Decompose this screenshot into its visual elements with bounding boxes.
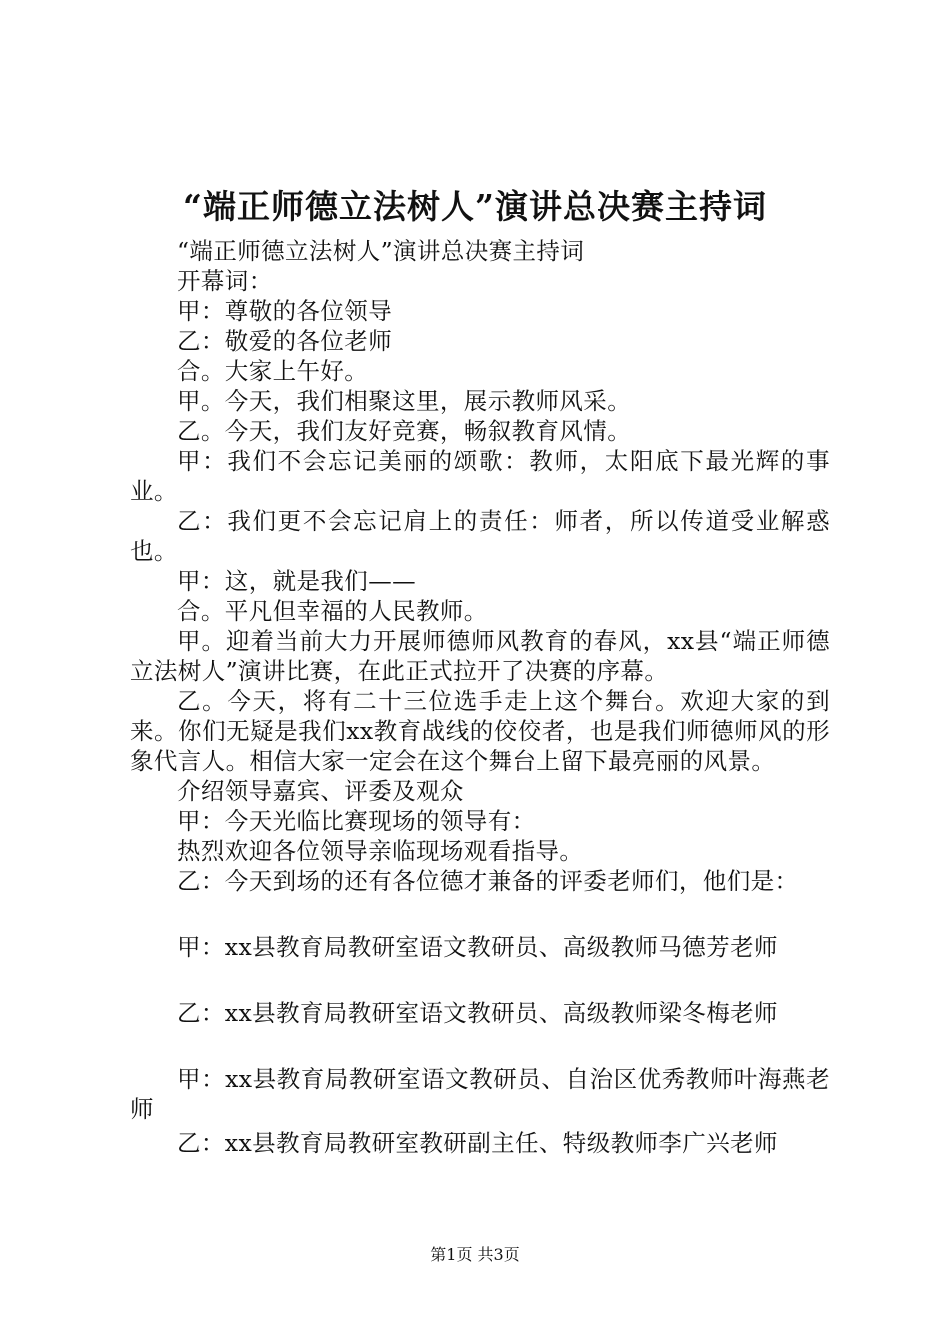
page-indicator: 第1页 共3页 [430,1245,520,1264]
paragraph: 甲：这，就是我们—— [177,567,416,595]
paragraph: 乙：敬爱的各位老师 [177,327,393,355]
paragraph: 合。大家上午好。 [177,357,369,385]
document-title: “端正师德立法树人”演讲总决赛主持词 [183,187,767,226]
paragraph: 乙。今天，我们友好竞赛，畅叙教育风情。 [177,417,632,445]
paragraph: 甲。今天，我们相聚这里，展示教师风采。 [177,387,632,415]
paragraph: 开幕词： [177,267,273,295]
paragraph: 热烈欢迎各位领导亲临现场观看指导。 [177,837,584,865]
paragraph: 介绍领导嘉宾、评委及观众 [177,777,464,805]
paragraph: 甲：xx县教育局教研室语文教研员、自治区优秀教师叶海燕老师 [130,1065,830,1123]
paragraph: 甲。迎着当前大力开展师德师风教育的春风，xx县“端正师德立法树人”演讲比赛，在此正式拉开了决赛的序幕。 [130,627,830,685]
paragraph: 乙：我们更不会忘记肩上的责任：师者，所以传道受业解惑也。 [130,507,830,565]
paragraph: “端正师德立法树人”演讲总决赛主持词 [177,237,585,265]
paragraph: 甲：我们不会忘记美丽的颂歌：教师，太阳底下最光辉的事业。 [130,447,830,505]
paragraph: 甲：今天光临比赛现场的领导有： [177,807,536,835]
paragraph: 乙：xx县教育局教研室教研副主任、特级教师李广兴老师 [177,1129,778,1157]
paragraph: 甲：xx县教育局教研室语文教研员、高级教师马德芳老师 [177,933,778,961]
paragraph: 乙：今天到场的还有各位德才兼备的评委老师们，他们是： [177,867,799,895]
paragraph: 乙：xx县教育局教研室语文教研员、高级教师梁冬梅老师 [177,999,778,1027]
document-body [130,236,830,1158]
paragraph: 乙。今天，将有二十三位选手走上这个舞台。欢迎大家的到来。你们无疑是我们xx教育战线的佼佼者，也是我们师德师风的形象代言人。相信大家一定会在这个舞台上留下最亮丽的风景。 [130,687,830,775]
paragraph: 甲：尊敬的各位领导 [177,297,393,325]
paragraph: 合。平凡但幸福的人民教师。 [177,597,488,625]
